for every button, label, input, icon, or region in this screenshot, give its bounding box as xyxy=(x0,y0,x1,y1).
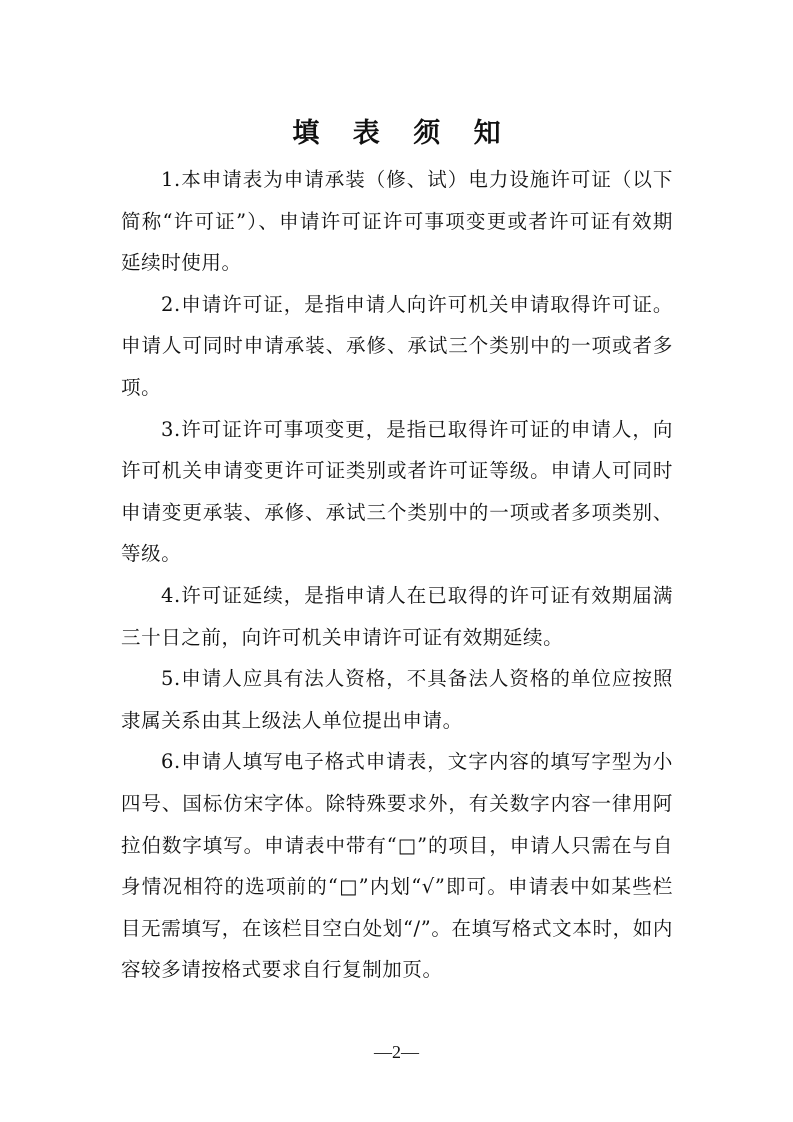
instructions-body xyxy=(121,159,673,991)
instruction-paragraph-5: 5.申请人应具有法人资格，不具备法人资格的单位应按照隶属关系由其上级法人单位提出申请。 xyxy=(121,667,673,732)
instruction-paragraph-4: 4.许可证延续，是指申请人在已取得的许可证有效期届满三十日之前，向许可机关申请许可证有效期延续。 xyxy=(121,583,673,649)
page-number: —2— xyxy=(374,1042,419,1062)
instruction-paragraph-1: 1.本申请表为申请承装（修、试）电力设施许可证（以下简称“许可证”）、申请许可证许可事项变更或者许可证有效期延续时使用。 xyxy=(121,168,673,275)
instruction-paragraph-3: 3.许可证许可事项变更，是指已取得许可证的申请人，向许可机关申请变更许可证类别或者许可证等级。申请人可同时申请变更承装、承修、承试三个类别中的一项或者多项类别、等级。 xyxy=(121,417,673,566)
instruction-paragraph-2: 2.申请许可证，是指申请人向许可机关申请取得许可证。申请人可同时申请承装、承修、承试三个类别中的一项或者多项。 xyxy=(121,292,673,399)
page-title: 填 表 须 知 xyxy=(292,118,513,150)
instruction-paragraph-6: 6.申请人填写电子格式申请表，文字内容的填写字型为小四号、国标仿宋字体。除特殊要求外，有关数字内容一律用阿拉伯数字填写。申请表中带有“□”的项目，申请人只需在与自身情况相符的选项前的“□”内划“√”即可。申请表中如某些栏目无需填写，在该栏目空白处划“/”。在填写格式文本时，如内容较多请按格式要求自行复制加页。 xyxy=(121,750,673,982)
